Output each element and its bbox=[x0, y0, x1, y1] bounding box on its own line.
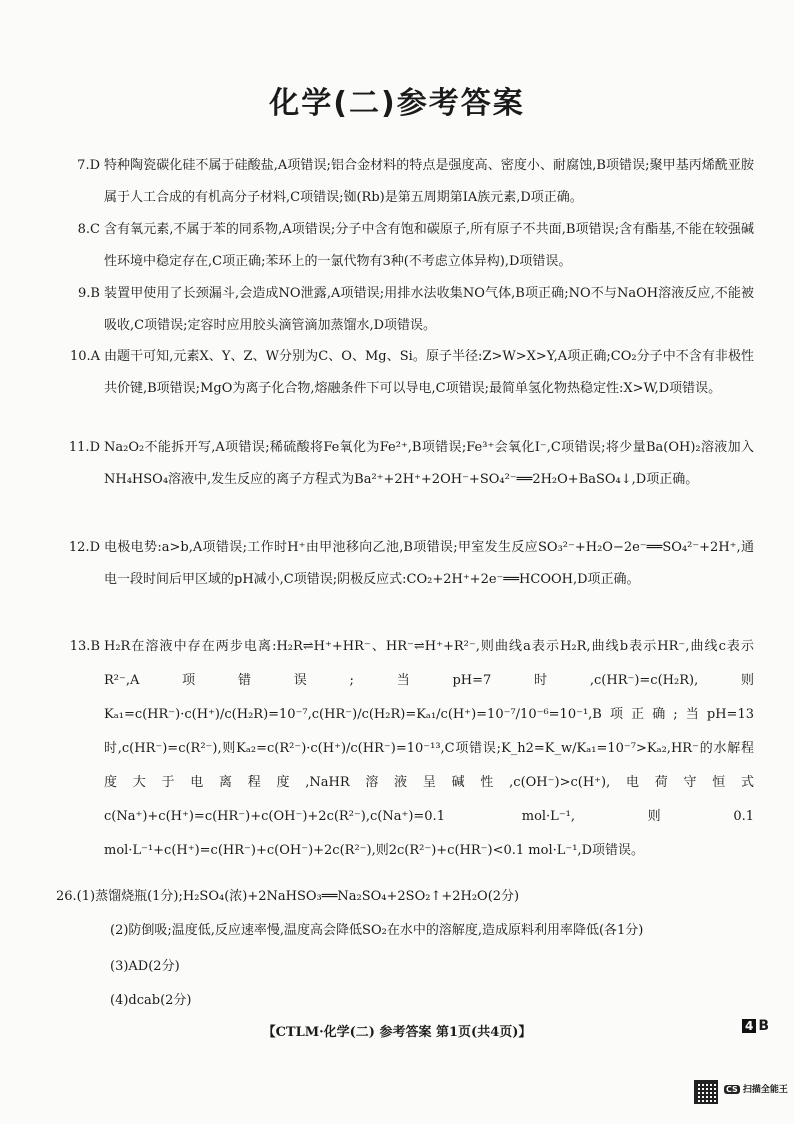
q26-line-3: (3)AD(2分) bbox=[110, 959, 180, 974]
answer-number: 8.C bbox=[77, 222, 100, 237]
answer-text: 装置甲使用了长颈漏斗,会造成NO泄露,A项错误;用排水法收集NO气体,B项正确;NO不与NaOH溶液反应,不能被吸收,C项错误;定容时应用胶头滴管滴加蒸馏水,D项错误。 bbox=[104, 286, 754, 333]
answer-number: 7.D bbox=[77, 158, 100, 173]
scanner-watermark bbox=[694, 1080, 790, 1110]
answer-text: 电极电势:a>b,A项错误;工作时H⁺由甲池移向乙池,B项错误;甲室发生反应SO₃²⁻+H₂O−2e⁻══SO₄²⁻+2H⁺,通电一段时间后甲区域的pH减小,C项错误;阴极反应式:CO₂+2H⁺+2e⁻══HCOOH,D项正确。 bbox=[104, 540, 754, 587]
version-badge bbox=[742, 1018, 769, 1034]
q26-line-4: (4)dcab(2分) bbox=[110, 993, 192, 1008]
page-title: 化学(二)参考答案 bbox=[269, 86, 525, 121]
answer-text: Na₂O₂不能拆开写,A项错误;稀硫酸将Fe氧化为Fe²⁺,B项错误;Fe³⁺会氧化I⁻,C项错误;将少量Ba(OH)₂溶液加入NH₄HSO₄溶液中,发生反应的离子方程式为Ba²⁺+2H⁺+2OH⁻+SO₄²⁻══2H₂O+BaSO₄↓,D项正确。 bbox=[104, 440, 754, 487]
answer-item-10 bbox=[69, 341, 754, 405]
qr-code-icon bbox=[694, 1080, 718, 1104]
answer-item-13 bbox=[69, 630, 754, 868]
q26-line-1: 26.(1)蒸馏烧瓶(1分);H₂SO₄(浓)+2NaHSO₃══Na₂SO₄+2SO₂↑+2H₂O(2分) bbox=[56, 889, 520, 904]
page-footer: 【CTLM·化学(二) 参考答案 第1页(共4页)】 bbox=[262, 1025, 532, 1040]
answer-item-7 bbox=[77, 150, 754, 214]
answer-item-9 bbox=[78, 278, 754, 342]
scanner-app-icon: CS bbox=[726, 1085, 738, 1094]
answer-text: H₂R在溶液中存在两步电离:H₂R⇌H⁺+HR⁻、HR⁻⇌H⁺+R²⁻,则曲线a表示H₂R,曲线b表示HR⁻,曲线c表示R²⁻,A项错误;当pH=7时,c(HR⁻)=c(H₂R),则Kₐ₁=c(HR⁻)·c(H⁺)/c(H₂R)=10⁻⁷,c(HR⁻)/c(H₂R)=Kₐ₁/c(H⁺)=10⁻⁷/10⁻⁶=10⁻¹,B项正确;当pH=13时,c(HR⁻)=c(R²⁻),则Kₐ₂=c(R²⁻)·c(H⁺)/c(HR⁻)=10⁻¹³,C项错误;K_h2=K_w/Kₐ₁=10⁻⁷>Kₐ₂,HR⁻的水解程度大于电离程度,NaHR溶液呈碱性,c(OH⁻)>c(H⁺),电荷守恒式c(Na⁺)+c(H⁺)=c(HR⁻)+c(OH⁻)+2c(R²⁻),c(Na⁺)=0.1 mol·L⁻¹,则0.1 mol·L⁻¹+c(H⁺)=c(HR⁻)+c(OH⁻)+2c(R²⁻),则2c(R²⁻)+c(HR⁻)<0.1 mol·L⁻¹,D项错误。 bbox=[104, 639, 754, 858]
answer-item-11 bbox=[68, 432, 754, 496]
badge-number: 4 bbox=[742, 1019, 756, 1033]
answer-number: 13.B bbox=[69, 639, 100, 654]
answer-text: 由题干可知,元素X、Y、Z、W分别为C、O、Mg、Si。原子半径:Z>W>X>Y,A项正确;CO₂分子中不含有非极性共价键,B项错误;MgO为离子化合物,熔融条件下可以导电,C项错误;最简单氢化物热稳定性:X>W,D项错误。 bbox=[104, 349, 754, 396]
q26-line-2: (2)防倒吸;温度低,反应速率慢,温度高会降低SO₂在水中的溶解度,造成原料利用率降低(各1分) bbox=[110, 923, 644, 938]
answer-number: 10.A bbox=[69, 349, 100, 364]
answer-item-8 bbox=[77, 214, 754, 278]
answer-number: 9.B bbox=[78, 286, 100, 301]
badge-letter: B bbox=[758, 1018, 770, 1034]
answer-item-12 bbox=[68, 532, 754, 596]
scanner-name: 扫描全能王 bbox=[742, 1085, 788, 1095]
scanner-label bbox=[724, 1082, 788, 1095]
answer-text: 特种陶瓷碳化硅不属于硅酸盐,A项错误;铝合金材料的特点是强度高、密度小、耐腐蚀,B项错误;聚甲基丙烯酰亚胺属于人工合成的有机高分子材料,C项错误;铷(Rb)是第五周期第ⅠA族元素,D项正确。 bbox=[104, 158, 754, 205]
answer-number: 11.D bbox=[68, 440, 100, 455]
answer-text: 含有氧元素,不属于苯的同系物,A项错误;分子中含有饱和碳原子,所有原子不共面,B项错误;含有酯基,不能在较强碱性环境中稳定存在,C项正确;苯环上的一氯代物有3种(不考虑立体异构),D项错误。 bbox=[104, 222, 754, 269]
answer-number: 12.D bbox=[68, 540, 100, 555]
